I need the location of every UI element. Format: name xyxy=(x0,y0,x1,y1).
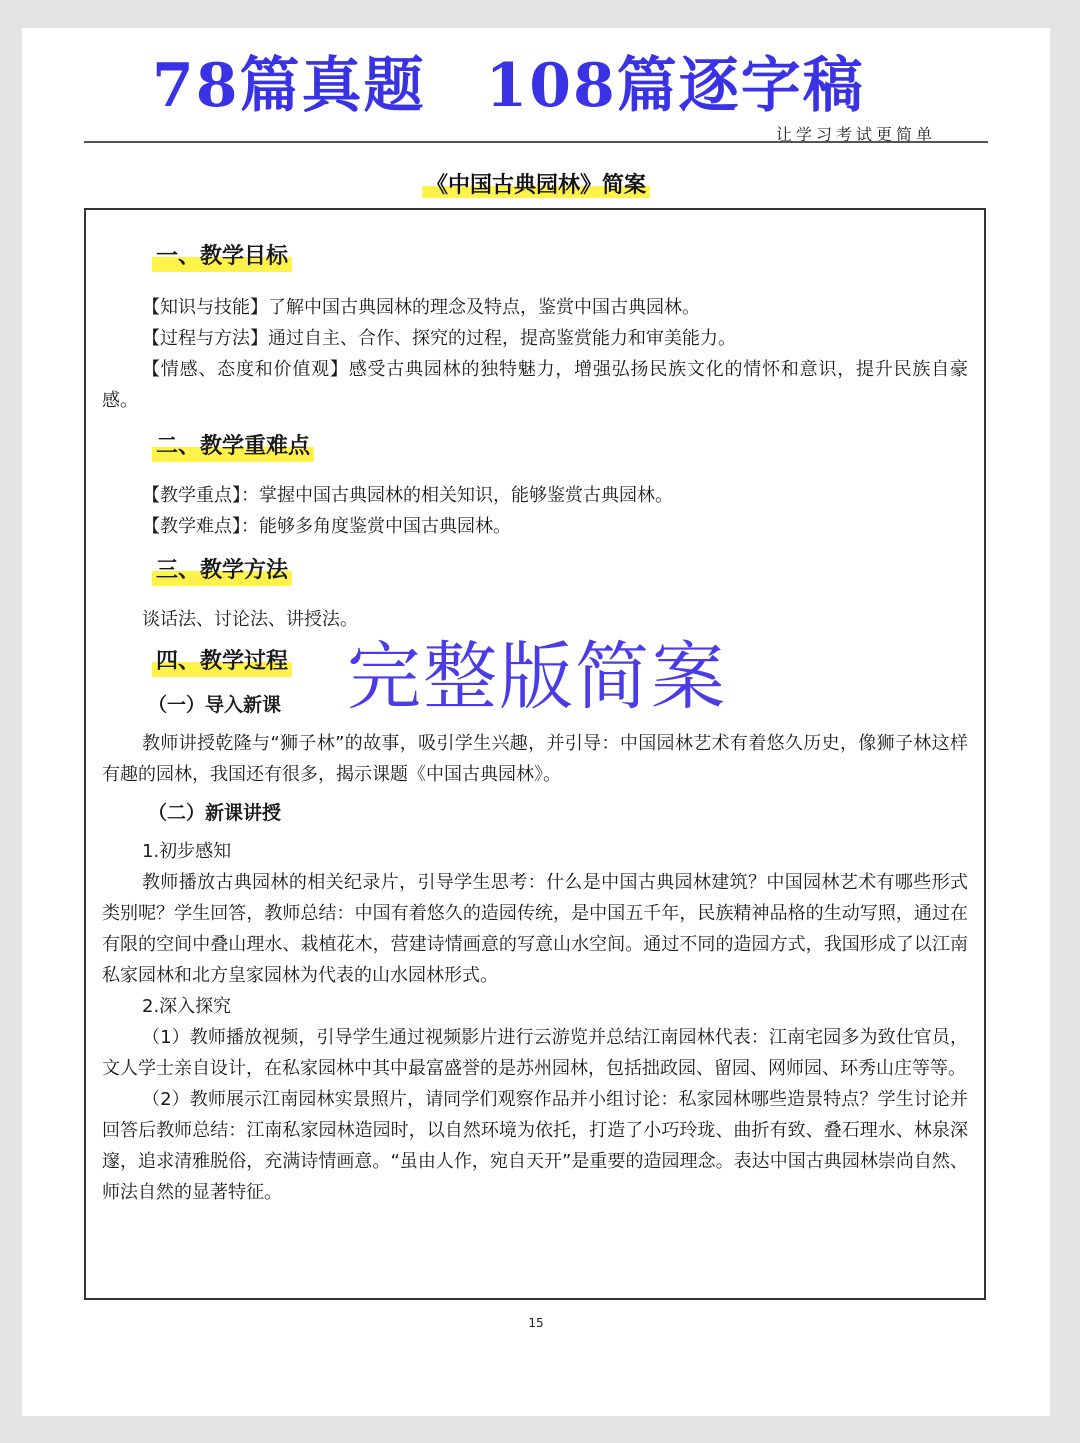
step-label: 1.初步感知 xyxy=(142,841,232,862)
document-title-text: 《中国古典园林》简案 xyxy=(422,173,650,198)
section-heading-methods: 三、教学方法 xyxy=(152,556,292,586)
paragraph: （1）教师播放视频，引导学生通过视频影片进行云游览并总结江南园林代表：江南宅园多为致仕官员，文人学士亲自设计，在私家园林中其中最富盛誉的是苏州园林，包括拙政园、留园、网师园、环秀山庄等等。 xyxy=(102,1027,968,1079)
paragraph: 谈话法、讨论法、讲授法。 xyxy=(142,609,358,630)
promo-banner xyxy=(152,50,865,122)
document-title xyxy=(22,168,1050,199)
subsection-heading-new-lesson: （二）新课讲授 xyxy=(148,802,282,824)
section-heading-objectives: 一、教学目标 xyxy=(152,242,292,272)
section-heading-key-points: 二、教学重难点 xyxy=(152,432,314,462)
header-divider xyxy=(84,141,988,143)
banner-left-text: 78篇真题 xyxy=(152,51,426,121)
paragraph: 【教学重点】：掌握中国古典园林的相关知识，能够鉴赏古典园林。 xyxy=(142,485,673,506)
page-number: 15 xyxy=(528,1316,544,1330)
banner-right-text: 108篇逐字稿 xyxy=(485,51,865,121)
paragraph: 【过程与方法】通过自主、合作、探究的过程，提高鉴赏能力和审美能力。 xyxy=(142,328,736,349)
paragraph: 【知识与技能】了解中国古典园林的理念及特点，鉴赏中国古典园林。 xyxy=(142,297,700,318)
paragraph: 教师讲授乾隆与“狮子林”的故事，吸引学生兴趣，并引导：中国园林艺术有着悠久历史，像狮子林这样有趣的园林，我国还有很多，揭示课题《中国古典园林》。 xyxy=(102,733,968,785)
content-frame xyxy=(84,208,986,1300)
paragraph: （2）教师展示江南园林实景照片，请同学们观察作品并小组讨论：私家园林哪些造景特点？学生讨论并回答后教师总结：江南私家园林造园时，以自然环境为依托，打造了小巧玲珑、曲折有致、叠石理水、林泉深邃，追求清雅脱俗，充满诗情画意。“虽由人作，宛自天开”是重要的造园理念。表达中国古典园林崇尚自然、师法自然的显著特征。 xyxy=(102,1089,968,1203)
overlay-stamp: 完整版简案 xyxy=(347,634,727,720)
paragraph: 【教学难点】：能够多角度鉴赏中国古典园林。 xyxy=(142,516,511,537)
slogan: 让学习考试更简单 xyxy=(775,125,936,144)
section-heading-process: 四、教学过程 xyxy=(152,647,292,677)
subsection-heading-intro: （一）导入新课 xyxy=(148,694,282,716)
document-page xyxy=(22,28,1050,1416)
paragraph: 教师播放古典园林的相关纪录片，引导学生思考：什么是中国古典园林建筑？中国园林艺术有哪些形式类别呢？学生回答，教师总结：中国有着悠久的造园传统，是中国五千年，民族精神品格的生动写照，通过在有限的空间中叠山理水、栽植花木，营建诗情画意的写意山水空间。通过不同的造园方式，我国形成了以江南私家园林和北方皇家园林为代表的山水园林形式。 xyxy=(102,872,968,986)
paragraph: 【情感、态度和价值观】感受古典园林的独特魅力，增强弘扬民族文化的情怀和意识，提升民族自豪感。 xyxy=(102,359,968,411)
step-label: 2.深入探究 xyxy=(142,996,232,1017)
